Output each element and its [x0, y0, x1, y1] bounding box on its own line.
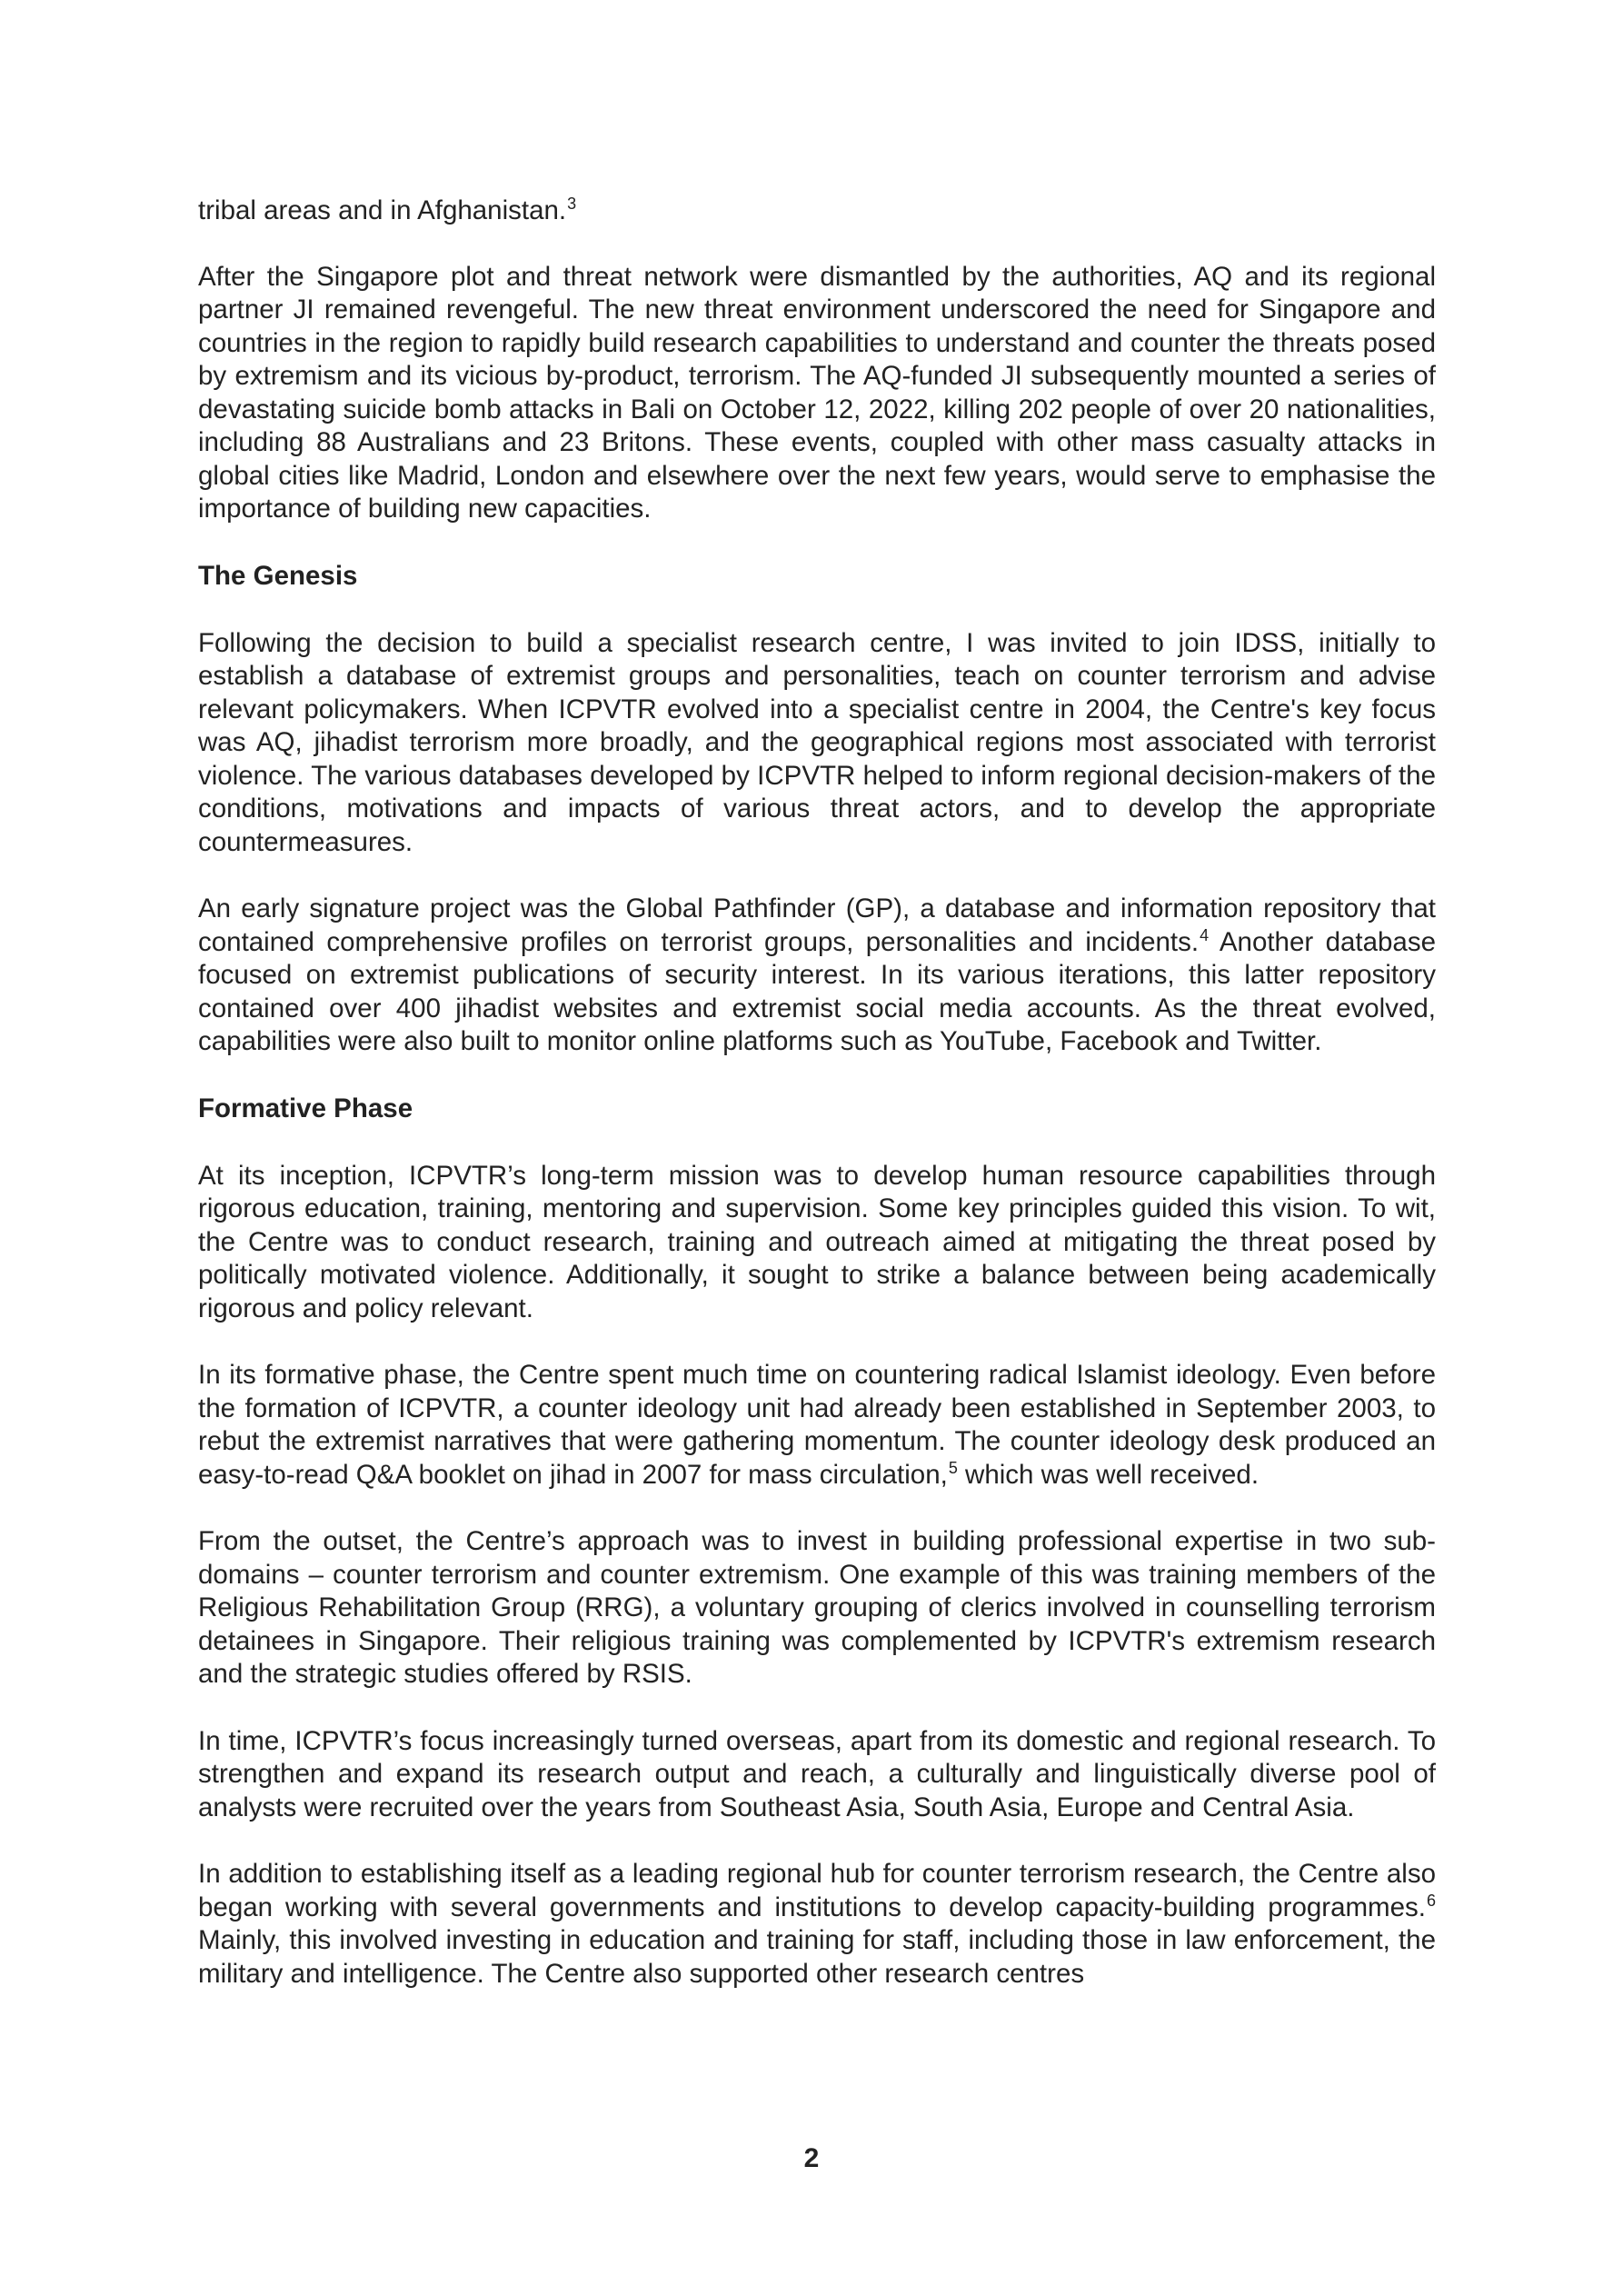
footnote-marker: 4	[1200, 925, 1210, 944]
paragraph-text: In addition to establishing itself as a leading regional hub for counter terrorism research, the Centre also began working with several governments and institutions to develop capacity-building programmes.	[198, 1859, 1436, 1922]
body-paragraph	[198, 1858, 1436, 1991]
body-paragraph	[198, 195, 1436, 228]
paragraph-text: In time, ICPVTR’s focus increasingly turned overseas, apart from its domestic and regional research. To strengthen and expand its research output and reach, a culturally and linguistically diverse pool of analysts were recruited over the years from Southeast Asia, South Asia, Europe and Central Asia.	[198, 1725, 1436, 1822]
paragraph-text: Another database focused on extremist publications of security interest. In its various iterations, this latter repository contained over 400 jihadist websites and extremist social media accounts. As the threat evolved, capabilities were also built to monitor online platforms such as YouTube, Facebook and Twitter.	[198, 926, 1436, 1056]
paragraph-text: At its inception, ICPVTR’s long-term mission was to develop human resource capabilities through rigorous education, training, mentoring and supervision. Some key principles guided this vision. To wit, the Centre was to conduct research, training and outreach aimed at mitigating the threat posed by politically motivated violence. Additionally, it sought to strike a balance between being academically rigorous and policy relevant.	[198, 1160, 1436, 1323]
paragraph-text: In its formative phase, the Centre spent much time on countering radical Islamist ideology. Even before the formation of ICPVTR, a counter ideology unit had already been established in September 2003, to rebut the extremist narratives that were gathering momentum. The counter ideology desk produced an easy-to-read Q&A booklet on jihad in 2007 for mass circulation,	[198, 1360, 1436, 1490]
footnote-marker: 6	[1426, 1891, 1436, 1910]
paragraph-text: which was well received.	[957, 1459, 1260, 1490]
body-paragraph	[198, 261, 1436, 526]
paragraph-text: An early signature project was the Global Pathfinder (GP), a database and information repository that contained comprehensive profiles on terrorist groups, personalities and incidents.	[198, 893, 1436, 957]
paragraph-text: Following the decision to build a specialist research centre, I was invited to join IDSS, initially to establish a database of extremist groups and personalities, teach on counter terrorism and advise relevant policymakers. When ICPVTR evolved into a specialist centre in 2004, the Centre's key focus was AQ, jihadist terrorism more broadly, and the geographical regions most associated with terrorist violence. The various databases developed by ICPVTR helped to inform regional decision-makers of the conditions, motivations and impacts of various threat actors, and to develop the appropriate countermeasures.	[198, 627, 1436, 857]
paragraph-text: Mainly, this involved investing in education and training for staff, including those in law enforcement, the military and intelligence. The Centre also supported other research centres	[198, 1925, 1436, 1989]
page-number: 2	[803, 2143, 820, 2173]
section-heading: Formative Phase	[198, 1093, 413, 1123]
paragraph-text: From the outset, the Centre’s approach was to invest in building professional expertise in two sub-domains – counter terrorism and counter extremism. One example of this was training members of the Religious Rehabilitation Group (RRG), a voluntary grouping of clerics involved in counselling terrorism detainees in Singapore. Their religious training was complemented by ICPVTR's extremism research and the strategic studies offered by RSIS.	[198, 1526, 1436, 1689]
body-paragraph	[198, 1725, 1436, 1825]
footnote-marker: 3	[567, 195, 577, 213]
body-paragraph	[198, 1359, 1436, 1492]
body-paragraph	[198, 893, 1436, 1059]
document-body	[198, 195, 1436, 2024]
body-paragraph	[198, 627, 1436, 860]
paragraph-text: tribal areas and in Afghanistan.	[198, 195, 567, 225]
section-heading: The Genesis	[198, 560, 358, 591]
body-paragraph	[198, 1160, 1436, 1326]
body-paragraph	[198, 1525, 1436, 1692]
paragraph-text: After the Singapore plot and threat network were dismantled by the authorities, AQ and its regional partner JI remained revengeful. The new threat environment underscored the need for Singapore and countries in the region to rapidly build research capabilities to understand and counter the threats posed by extremism and its vicious by-product, terrorism. The AQ-funded JI subsequently mounted a series of devastating suicide bomb attacks in Bali on October 12, 2022, killing 202 people of over 20 nationalities, including 88 Australians and 23 Britons. These events, coupled with other mass casualty attacks in global cities like Madrid, London and elsewhere over the next few years, would serve to emphasise the importance of building new capacities.	[198, 261, 1436, 524]
footnote-marker: 5	[948, 1458, 958, 1477]
